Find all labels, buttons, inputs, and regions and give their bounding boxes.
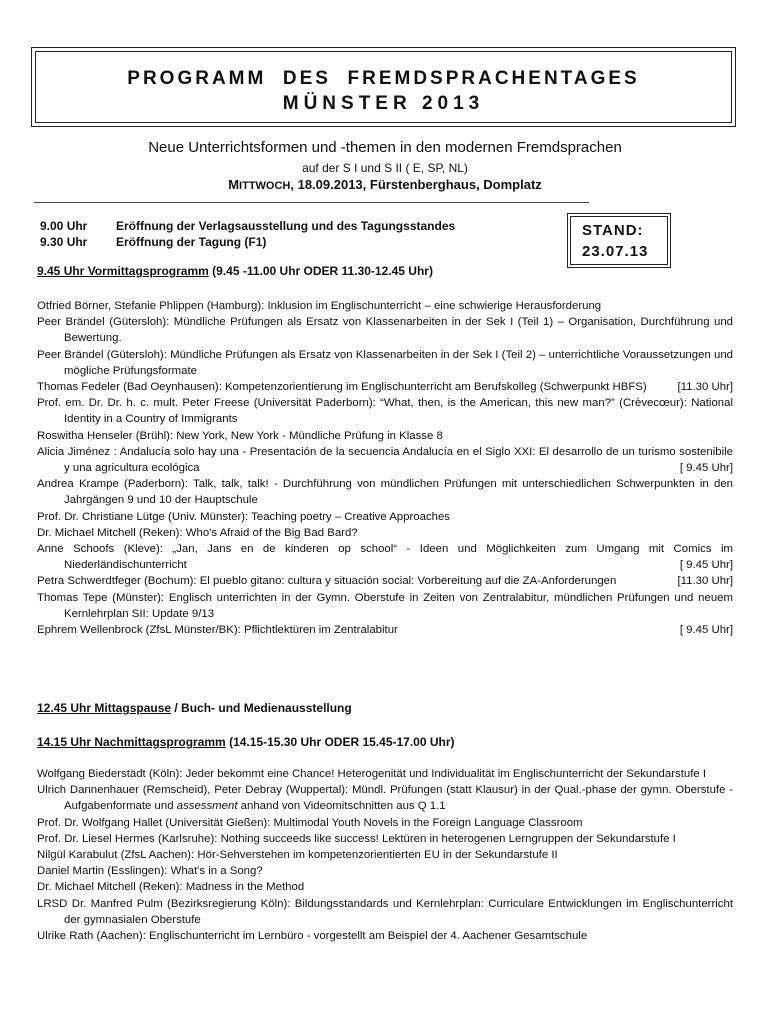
program-entry: Prof. Dr. Wolfgang Hallet (Universität Gießen): Multimodal Youth Novels in the Foreign Language Classroom — [37, 816, 583, 829]
program-entry: Thomas Fedeler (Bad Oeynhausen): Kompetenzorientierung im Englischunterricht am Berufskolleg (Schwerpunkt HBFS) [11.30 Uhr] — [37, 379, 733, 395]
stand-box — [567, 213, 671, 268]
title-box — [31, 47, 736, 127]
schedule-text: Eröffnung der Tagung (F1) — [116, 235, 267, 249]
program-entry: LRSD Dr. Manfred Pulm (Bezirksregierung Köln): Bildungsstandards und Kernlehrplan: Curriculare Entwicklungen im Englischunterricht der gymnasialen Oberstufe — [37, 897, 733, 926]
program-entry: Nilgül Karabulut (ZfsL Aachen): Hör-Sehverstehen im kompetenzorientierten EU in der Sekundarstufe II — [37, 849, 558, 862]
morning-heading-title: 9.45 Uhr Vormittagsprogramm — [37, 264, 209, 278]
program-entry: Alicia Jiménez : Andalucía solo hay una - Presentación de la secuencia Andalucía en el Siglo XXI: El desarrollo de un turismo sostenibile y una agricultura ecológica [ 9.45 Uhr] — [37, 444, 733, 476]
levels-line: auf der S I und S II ( E, SP, NL) — [302, 161, 468, 175]
title-line-1: PROGRAMM DES FREMDSPRACHENTAGES — [127, 68, 640, 89]
lunch-heading-rest: / Buch- und Medienausstellung — [171, 701, 352, 715]
entry-time: [ 9.45 Uhr] — [679, 559, 733, 572]
program-entry: Peer Brändel (Gütersloh): Mündliche Prüfungen als Ersatz von Klassenarbeiten in der Sek I (Teil 2) – unterrichtliche Voraussetzungen und mögliche Prüfungsformate — [37, 348, 733, 377]
stand-label: STAND: — [582, 222, 644, 239]
program-entry: Dr. Michael Mitchell (Reken): Madness in the Method — [37, 881, 305, 894]
date-location-line — [0, 177, 770, 192]
morning-heading-slots: (9.45 -11.00 Uhr ODER 11.30-12.45 Uhr) — [208, 264, 433, 278]
lunch-heading — [37, 701, 352, 715]
program-entry: Wolfgang Biederstädt (Köln): Jeder bekommt eine Chance! Heterogenität und Individualität im Englischunterricht der Sekundarstufe I — [37, 768, 707, 780]
entry-time: [ 9.45 Uhr] — [679, 462, 733, 475]
schedule-row-opening-1 — [40, 219, 455, 233]
program-entry: Thomas Tepe (Münster): Englisch unterrichten in der Gymn. Oberstufe in Zeiten von Zentralabitur, mündlichen Prüfungen und neuem Kernlehrplan SII: Update 9/13 — [37, 591, 733, 620]
morning-heading — [37, 264, 433, 278]
title-line-2: MÜNSTER 2013 — [282, 93, 485, 114]
program-entry: Ulrike Rath (Aachen): Englischunterricht im Lernbüro - vorgestellt am Beispiel der 4. Aachener Gesamtschule — [37, 930, 588, 943]
program-entry: Daniel Martin (Esslingen): What's in a Song? — [37, 865, 263, 878]
program-entry: Dr. Michael Mitchell (Reken): Who's Afraid of the Big Bad Bard? — [37, 526, 358, 539]
afternoon-heading — [37, 735, 455, 749]
program-entry: Prof. em. Dr. Dr. h. c. mult. Peter Freese (Universität Paderborn): “What, then, is the American, this new man?” (Crèvecœur): National Identity in a Country of Immigrants — [37, 397, 733, 426]
lunch-heading-title: 12.45 Uhr Mittagspause — [37, 701, 172, 715]
stand-date: 23.07.13 — [582, 243, 649, 260]
program-entry: Ephrem Wellenbrock (ZfsL Münster/BK): Pflichtlektüren im Zentralabitur [ 9.45 Uhr] — [37, 622, 733, 638]
schedule-text: Eröffnung der Verlagsausstellung und des Tagungsstandes — [116, 219, 456, 233]
program-entry: Roswitha Henseler (Brühl): New York, New York - Mündliche Prüfung in Klasse 8 — [37, 429, 443, 442]
schedule-time: 9.30 Uhr — [40, 235, 88, 249]
entry-time: [11.30 Uhr] — [677, 381, 733, 394]
emphasis: assessment — [176, 800, 238, 813]
schedule-time: 9.00 Uhr — [40, 219, 88, 233]
afternoon-heading-title: 14.15 Uhr Nachmittagsprogramm — [37, 735, 226, 749]
date-location: , 18.09.2013, Fürstenberghaus, Domplatz — [290, 177, 542, 192]
program-entry: Petra Schwerdtfeger (Bochum): El pueblo gitano: cultura y situación social: Vorbereitung auf die ZA-Anforderungen [11.30 Uhr] — [37, 573, 733, 589]
entry-time: [ 9.45 Uhr] — [679, 624, 733, 637]
program-entry: Anne Schoofs (Kleve): „Jan, Jans en de kinderen op school“ - Ideen und Möglichkeiten zum Umgang mit Comics im Niederländischunterricht [ 9.45 Uhr] — [37, 541, 733, 573]
afternoon-heading-slots: (14.15-15.30 Uhr ODER 15.45-17.00 Uhr) — [225, 735, 455, 749]
program-entry: Prof. Dr. Christiane Lütge (Univ. Münster): Teaching poetry – Creative Approaches — [37, 510, 451, 523]
afternoon-program-list — [37, 766, 733, 944]
morning-program-list — [37, 298, 733, 638]
date-weekday-initial: M — [228, 177, 240, 192]
subtitle: Neue Unterrichtsformen und -themen in den modernen Fremdsprachen — [148, 139, 622, 156]
divider — [34, 202, 589, 203]
schedule-row-opening-2 — [40, 235, 266, 249]
date-weekday-rest: ITTWOCH — [239, 180, 291, 192]
entry-time: [11.30 Uhr] — [677, 575, 733, 588]
program-entry: Ulrich Dannenhauer (Remscheid), Peter Debray (Wuppertal): Mündl. Prüfungen (statt Klausur) in der Qual.-phase der gymn. Oberstufe - Aufgabenformate und assessment anhand von Videomitschnitten aus Q 1.1 — [37, 784, 733, 813]
program-entry: Otfried Börner, Stefanie Phlippen (Hamburg): Inklusion im Englischunterricht – eine schwierige Herausforderung — [37, 300, 602, 312]
program-entry: Peer Brändel (Gütersloh): Mündliche Prüfungen als Ersatz von Klassenarbeiten in der Sek I (Teil 1) – Organisation, Durchführung und Bewertung. — [37, 316, 733, 345]
program-entry: Andrea Krampe (Paderborn): Talk, talk, talk! - Durchführung von mündlichen Prüfungen mit unterschiedlichen Schwerpunkten in den Jahrgängen 9 und 10 der Hauptschule — [37, 478, 733, 507]
program-entry: Prof. Dr. Liesel Hermes (Karlsruhe): Nothing succeeds like success! Lektüren in heterogenen Lerngruppen der Sekundarstufe I — [37, 832, 676, 845]
